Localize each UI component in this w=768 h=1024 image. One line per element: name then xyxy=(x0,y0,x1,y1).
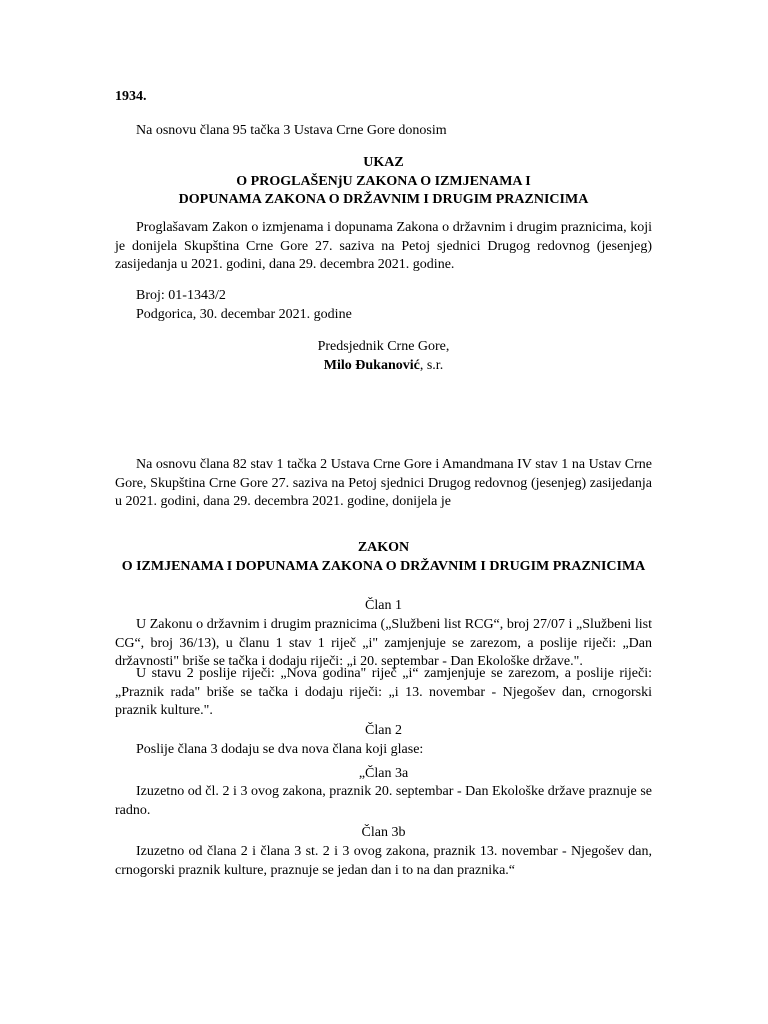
zakon-title xyxy=(115,539,652,576)
ukaz-title-line: DOPUNAMA ZAKONA O DRŽAVNIM I DRUGIM PRAZNICIMA xyxy=(178,192,589,207)
ukaz-number-line: Broj: 01-1343/2 xyxy=(136,288,226,303)
clan2-heading: Član 2 xyxy=(365,723,402,738)
clan3b-paragraph-1: Izuzetno od člana 2 i člana 3 st. 2 i 3 ovog zakona, praznik 13. novembar - Njegošev dan, crnogorski praznik kulture, praznuje se jedan dan i to na dan praznika.“ xyxy=(115,844,652,878)
signatory-line xyxy=(115,357,652,376)
clan3a-heading: „Član 3a xyxy=(358,766,409,781)
zakon-title-line: ZAKON xyxy=(357,540,410,555)
zakon-preamble: Na osnovu člana 82 stav 1 tačka 2 Ustava Crne Gore i Amandmana IV stav 1 na Ustav Crne Gore, Skupština Crne Gore 27. saziva na Petoj sjednici Drugog redovnog (jesenjeg) zasijedanja u 2021. godini, dana 29. decembra 2021. godine, donijela je xyxy=(115,457,652,509)
ukaz-preamble: Na osnovu člana 95 tačka 3 Ustava Crne Gore donosim xyxy=(136,123,447,138)
ukaz-body: Proglašavam Zakon o izmjenama i dopunama Zakona o državnim i drugim praznicima, koji je donijela Skupština Crne Gore 27. saziva na Petoj sjednici Drugog redovnog (jesenjeg) zasijedanja u 2021. godini, dana 29. decembra 2021. godine. xyxy=(115,220,652,272)
ukaz-place-date: Podgorica, 30. decembar 2021. godine xyxy=(136,306,352,322)
clan1-paragraph-2: U stavu 2 poslije riječi: „Nova godina" riječ „i“ zamjenjuje se zarezom, a poslije riječi: „Praznik rada" briše se tačka i dodaju riječi: „i 13. novembar - Njegošev dan, crnogorski praznik kulture.". xyxy=(115,666,652,718)
ukaz-title xyxy=(115,154,652,210)
signatory-name: Milo Đukanović xyxy=(323,357,420,373)
clan3b-heading: Član 3b xyxy=(361,825,406,840)
clan1-paragraph-1: U Zakonu o državnim i drugim praznicima („Službeni list RCG“, broj 27/07 i „Službeni list CG“, broj 36/13), u članu 1 stav 1 riječ „i" zamjenjuje se zarezom, a poslije riječi: „Dan državnosti" briše se tačka i dodaju riječi: „i 20. septembar - Dan Ekološke države.". xyxy=(115,617,652,669)
clan2-paragraph-1: Poslije člana 3 dodaju se dva nova člana koji glase: xyxy=(136,742,424,757)
document-number: 1934. xyxy=(115,89,147,104)
signatory-suffix: , s.r. xyxy=(419,357,444,373)
ukaz-title-line: O PROGLAŠENjU ZAKONA O IZMJENAMA I xyxy=(236,173,531,189)
clan1-heading: Član 1 xyxy=(365,598,402,613)
ukaz-signature xyxy=(115,338,652,375)
clan3a-paragraph-1: Izuzetno od čl. 2 i 3 ovog zakona, praznik 20. septembar - Dan Ekološke države praznuje se radno. xyxy=(115,784,652,818)
signatory-title: Predsjednik Crne Gore, xyxy=(317,339,450,354)
ukaz-reference xyxy=(115,287,652,324)
ukaz-title-line: UKAZ xyxy=(363,155,404,170)
zakon-title-line: O IZMJENAMA I DOPUNAMA ZAKONA O DRŽAVNIM I DRUGIM PRAZNICIMA xyxy=(121,558,646,574)
